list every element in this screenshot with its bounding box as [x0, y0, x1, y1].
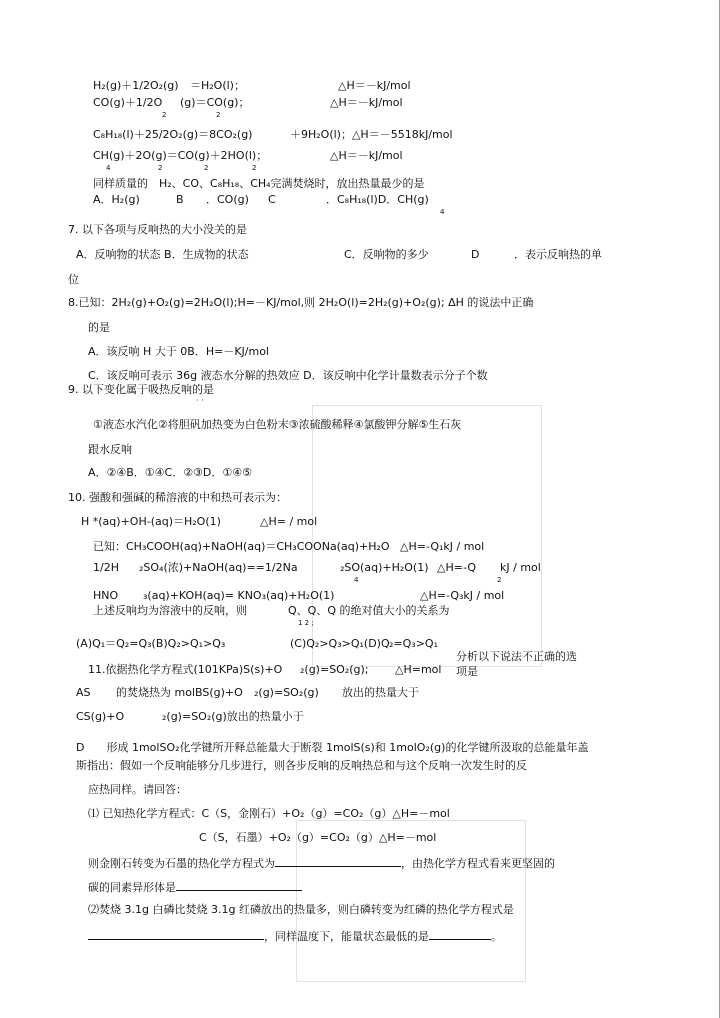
- equation-h2: H₂(g)＋1/2O₂(g): [93, 79, 179, 92]
- subscript: 2: [252, 164, 257, 172]
- answer-blank[interactable]: [275, 855, 401, 867]
- part-1-question-wrap: 碳的同素异形体是: [88, 879, 302, 895]
- hess-law-text: 斯指出：假如一个反响能够分几步进行，则各步反响的反响热总和与这个反响一次发生时的反: [76, 759, 527, 772]
- question-9-items-wrap: 跟水反响: [88, 443, 132, 456]
- option-ab-text: 的焚烧热为 molBS(g)+O: [116, 686, 243, 699]
- question-10-option-cd: (C)Q₂>Q₃>Q₁(D)Q: [290, 637, 390, 650]
- equation-methane-enthalpy: △H＝－kJ/mol: [330, 149, 403, 162]
- answer-blank[interactable]: [88, 928, 264, 940]
- question-10-option-d: ₂=Q₃>Q₁: [389, 637, 438, 650]
- answer-blank[interactable]: [429, 928, 491, 940]
- option-c-tail: ₂(g)=SO₂(g)放出的热量小于: [162, 710, 304, 723]
- emphasis-dots: · ·: [196, 396, 204, 405]
- question-9: 9. 以下变化属于吸热反响的是: [68, 383, 214, 396]
- option-c-text: CS(g)+O: [76, 710, 125, 723]
- subscript: 4: [354, 576, 359, 584]
- equation-co: CO(g)＋1/2O: [93, 96, 163, 109]
- part-1-graphite: C（S，石墨）+O₂（g）=CO₂（g）△H=－mol: [199, 831, 437, 844]
- faint-frame: [312, 405, 542, 667]
- subscript: 1 2 ;: [298, 619, 314, 627]
- option-ab-tail: 放出的热量大于: [342, 686, 419, 699]
- part-2-question: ⑵焚烧 3.1g 白磷比焚烧 3.1g 红磷放出的热量多，则白磷转变为红磷的热化学方程式是: [88, 903, 514, 916]
- neutralization-enthalpy: △H= / mol: [260, 515, 318, 528]
- reaction-nitric: HNO: [93, 589, 119, 602]
- question-7-options-ab: A．反响物的状态 B．生成物的状态: [76, 248, 249, 261]
- reaction-acetic-enthalpy: △H=-Q₁kJ / mol: [400, 540, 485, 553]
- option-d-text: D 形成 1molSO₂化学键所开释总能量大于断裂 1molS(s)和 1molO₂(g)的化学键所汲取的总能量年盖: [76, 741, 589, 754]
- subscript: 2: [158, 164, 163, 172]
- equation-co-product: (g)＝CO(g)；: [180, 96, 250, 109]
- subscript: 2: [216, 111, 221, 119]
- reaction-sulfuric: 1/2H: [93, 561, 119, 574]
- question-11: 11.依据热化学方程式(101KPa)S(s)+O: [88, 663, 283, 676]
- question-7-option-d-letter: D: [471, 248, 480, 261]
- option-a: A．H₂(g): [93, 193, 140, 206]
- question-10-relation-part: Q、Q、Q 的绝对值大小的关系为: [288, 604, 450, 617]
- equation-octane: C₈H₁₈(l)＋25/2O₂(g)＝8CO₂(g): [93, 128, 253, 141]
- equation-methane: CH(g)＋2O(g)＝CO(g)＋2HO(l)；: [93, 149, 268, 162]
- part-1-diamond: ⑴ 已知热化学方程式：C（S，金刚石）+O₂（g）=CO₂（g）△H=－mol: [88, 807, 450, 820]
- question-9-items: ①液态水汽化②将胆矾加热变为白色粉末③浓硫酸稀释④氯酸钾分解⑤生石灰: [93, 418, 462, 431]
- subscript: 2: [497, 576, 502, 584]
- question-11-equation: ₂(g)=SO₂(g);: [300, 663, 369, 676]
- subscript: 2: [204, 164, 209, 172]
- reaction-sulfuric-enthalpy: △H=-Q: [437, 561, 476, 574]
- neutralization-equation: H *(aq)+OH-(aq)＝H₂O(1): [81, 515, 221, 528]
- subscript: 2: [162, 111, 167, 119]
- question-10-relation: 上述反响均为溶液中的反响，则: [93, 604, 247, 617]
- question-8-options-cd: C．该反响可表示 36g 液态水分解的热效应 D．该反响中化学计量数表示分子个数: [88, 369, 488, 382]
- reaction-nitric-part: ₃(aq)+KOH(aq)= KNO₃(aq)+H₂O(1): [143, 589, 335, 602]
- option-c-letter: C: [268, 193, 276, 206]
- option-b: ．CO(g): [206, 193, 249, 206]
- question-10-options-ab: (A)Q₁＝Q₂=Q₃(B)Q₂>Q₁>Q₃: [76, 637, 226, 650]
- question-7-option-d: ．表示反响热的单: [514, 248, 602, 261]
- question-7: 7. 以下各项与反响热的大小没关的是: [68, 223, 247, 236]
- answer-blank[interactable]: [176, 879, 302, 891]
- option-ab-equation: ₂(g)=SO₂(g): [254, 686, 319, 699]
- question-11-enthalpy: △H=mol: [395, 663, 442, 676]
- hess-law-text-wrap: 应热同样。请回答：: [88, 783, 187, 796]
- question-7-option-c: C．反响物的多少: [344, 248, 429, 261]
- question-7-wrap: 位: [68, 273, 79, 286]
- question-11-prompt-wrap: 项是: [456, 665, 478, 678]
- reaction-sulfuric-part: ₂SO₄(浓)+NaOH(aq)==1/2Na: [139, 561, 298, 574]
- equation-co-enthalpy: △H＝－kJ/mol: [330, 96, 403, 109]
- equation-h2-enthalpy: △H＝－kJ/mol: [338, 79, 411, 92]
- question-9-options: A．②④B．①④C．②③D．①④⑤: [88, 466, 252, 479]
- question-8-options-ab: A．该反响 H 大于 0B．H=－KJ/mol: [88, 345, 269, 358]
- reaction-sulfuric-unit: kJ / mol: [500, 561, 541, 574]
- subscript: 4: [106, 164, 111, 172]
- reaction-sulfuric-product: ₂SO(aq)+H₂O(1): [340, 561, 429, 574]
- equation-h2-product: ＝H₂O(l)；: [190, 79, 245, 92]
- question-least-heat: 同样质量的 H₂、CO、C₈H₁₈、CH₄完满焚烧时，放出热量最少的是: [93, 177, 425, 190]
- question-11-prompt: 分析以下说法不正确的选: [456, 650, 577, 663]
- question-10: 10. 强酸和强碱的稀溶液的中和热可表示为：: [68, 491, 287, 504]
- option-c-d: ．C₈H₁₈(l)D．CH(g): [326, 193, 429, 206]
- option-a-label: AS: [76, 686, 91, 699]
- reaction-acetic: 已知：CH₃COOH(aq)+NaOH(aq)＝CH₃COONa(aq)+H₂O: [93, 540, 390, 553]
- reaction-nitric-enthalpy: △H=-Q₃kJ / mol: [420, 589, 505, 602]
- option-b-letter: B: [176, 193, 184, 206]
- question-8-wrap: 的是: [88, 321, 110, 334]
- question-8: 8.已知：2H₂(g)+O₂(g)=2H₂O(l);H=－KJ/mol,则 2H₂O(l)=2H₂(g)+O₂(g); ΔH 的说法中正确: [68, 296, 534, 309]
- subscript: 4: [440, 208, 445, 216]
- equation-octane-enthalpy: ＋9H₂O(l)；△H＝－5518kJ/mol: [290, 128, 453, 141]
- part-2-answer-line: ，同样温度下，能量状态最低的是 。: [88, 928, 502, 944]
- part-1-question: 则金刚石转变为石墨的热化学方程式为 ，由热化学方程式看来更坚固的: [88, 857, 555, 870]
